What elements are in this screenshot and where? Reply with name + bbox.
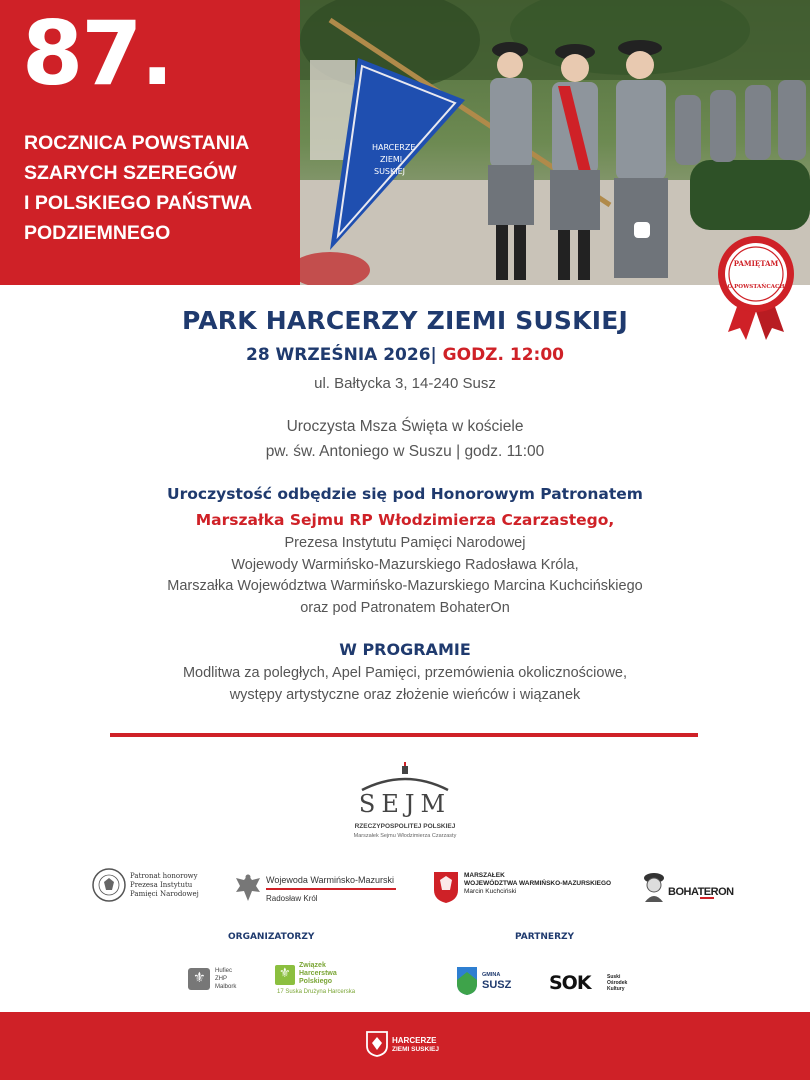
anniversary-number: 87.	[22, 2, 172, 105]
wojewoda-logo	[234, 868, 399, 908]
mass-line: pw. św. Antoniego w Suszu | godz. 11:00	[265, 443, 545, 460]
zhp-lily-icon: ⚜	[275, 965, 295, 985]
ipn-seal-icon	[92, 868, 126, 902]
patronage-list	[0, 533, 810, 619]
wojewoda-title: Wojewoda Warmińsko-Mazurski	[266, 875, 395, 885]
sok-text: SOK	[549, 972, 591, 994]
sejm-word: SEJM	[358, 790, 452, 818]
hero-title-line: SZARYCH SZEREGÓW	[24, 162, 237, 184]
gmina-susz-logo	[456, 966, 526, 998]
gmina-text: GMINA	[482, 972, 501, 978]
sok-logo	[549, 972, 639, 998]
ipn-text: Pamięci Narodowej	[130, 890, 199, 898]
patronage-main: Marszałka Sejmu RP Włodzimierza Czarzastego,	[195, 511, 615, 529]
eagle-icon	[234, 872, 262, 904]
patron-line: oraz pod Patronatem BohaterOn	[300, 599, 510, 616]
footer-text: HARCERZE	[392, 1036, 437, 1045]
program-line: Modlitwa za poległych, Apel Pamięci, przemówienia okolicznościowe,	[182, 665, 628, 681]
mass-info	[0, 414, 810, 464]
hufiec-text: ZHP	[215, 976, 227, 982]
bohateron-logo	[642, 868, 732, 908]
hero-section	[0, 0, 810, 285]
bohateron-figure-icon	[642, 872, 666, 902]
hero-title-line: I POLSKIEGO PAŃSTWA	[24, 192, 253, 214]
gmina-name: SUSZ	[482, 979, 512, 991]
hufiec-text: Hufiec	[215, 968, 233, 974]
partners-label: PARTNERZY	[515, 932, 575, 942]
hero-title-line: ROCZNICA POWSTANIA	[24, 132, 250, 154]
harcerze-shield-icon	[366, 1031, 388, 1057]
zhp-logo	[275, 962, 385, 998]
event-address: ul. Bałtycka 3, 14-240 Susz	[314, 375, 496, 392]
hufiec-text: Malbork	[215, 984, 237, 990]
marszalek-text: WOJEWÓDZTWA WARMIŃSKO-MAZURSKIEGO	[464, 880, 612, 887]
bohateron-text: BOHATERON	[668, 886, 734, 898]
hufiec-logo	[188, 966, 248, 996]
gmina-shield-icon	[456, 966, 478, 996]
sejm-dome-icon	[340, 762, 470, 792]
coat-of-arms-icon	[432, 870, 460, 904]
red-divider	[110, 733, 698, 737]
marszalek-name: Marcin Kuchciński	[464, 888, 517, 895]
event-date: 28 WRZEŚNIA 2026|	[245, 345, 437, 365]
event-time: GODZ. 12:00	[436, 345, 565, 365]
mass-line: Uroczysta Msza Święta w kościele	[286, 418, 524, 435]
banner-text: SUSKIEJ	[374, 167, 406, 176]
patron-line: Wojewody Warmińsko-Mazurskiego Radosława Króla,	[231, 556, 579, 573]
patronage-heading: Uroczystość odbędzie się pod Honorowym Patronatem	[167, 485, 643, 503]
ipn-text: Prezesa Instytutu	[130, 881, 193, 889]
sok-subtext: Kultury	[607, 986, 625, 992]
zhp-text: Polskiego	[299, 978, 333, 985]
sejm-subtitle: RZECZYPOSPOLITEJ POLSKIEJ	[354, 823, 456, 830]
marszalek-logo	[432, 868, 612, 908]
hero-title-line: PODZIEMNEGO	[24, 222, 171, 244]
patron-line: Prezesa Instytutu Pamięci Narodowej	[284, 535, 526, 551]
organizers-label: ORGANIZATORZY	[228, 932, 315, 942]
ipn-logo	[92, 868, 202, 908]
program-line: występy artystyczne oraz złożenie wieńców i wiązanek	[229, 686, 581, 703]
sejm-logo	[340, 762, 470, 842]
zhp-text: Harcerstwa	[299, 970, 337, 977]
hero-red-panel	[0, 0, 300, 285]
zhp-text: Związek	[299, 962, 326, 969]
patron-line: Marszałka Województwa Warmińsko-Mazurskiego Marcina Kuchcińskiego	[167, 578, 643, 594]
date-line	[0, 345, 810, 365]
hufiec-badge-icon: ⚜	[188, 968, 210, 990]
footer-text: ZIEMI SUSKIEJ	[392, 1046, 439, 1053]
banner-text: ZIEMI	[380, 155, 403, 164]
sejm-subtitle-2: Marszałek Sejmu Włodzimierza Czarzasty	[353, 833, 457, 839]
hero-title	[24, 128, 252, 248]
venue-title: PARK HARCERZY ZIEMI SUSKIEJ	[182, 306, 628, 335]
badge-text: O POWSTAŃCACH	[727, 284, 785, 290]
program-text	[0, 663, 810, 706]
footer-logo	[366, 1031, 456, 1061]
sok-subtext: Suski	[607, 974, 621, 980]
wojewoda-name: Radosław Król	[266, 894, 318, 903]
program-heading: W PROGRAMIE	[339, 640, 471, 659]
ipn-text: Patronat honorowy	[130, 872, 198, 880]
zhp-team: 17 Suska Drużyna Harcerska	[277, 989, 356, 995]
banner-text: HARCERZE	[372, 143, 416, 152]
sok-subtext: Ośrodek	[607, 980, 628, 986]
wojewoda-underline	[266, 888, 396, 890]
marszalek-text: MARSZAŁEK	[464, 872, 505, 879]
badge-text: PAMIĘTAM	[733, 259, 779, 268]
